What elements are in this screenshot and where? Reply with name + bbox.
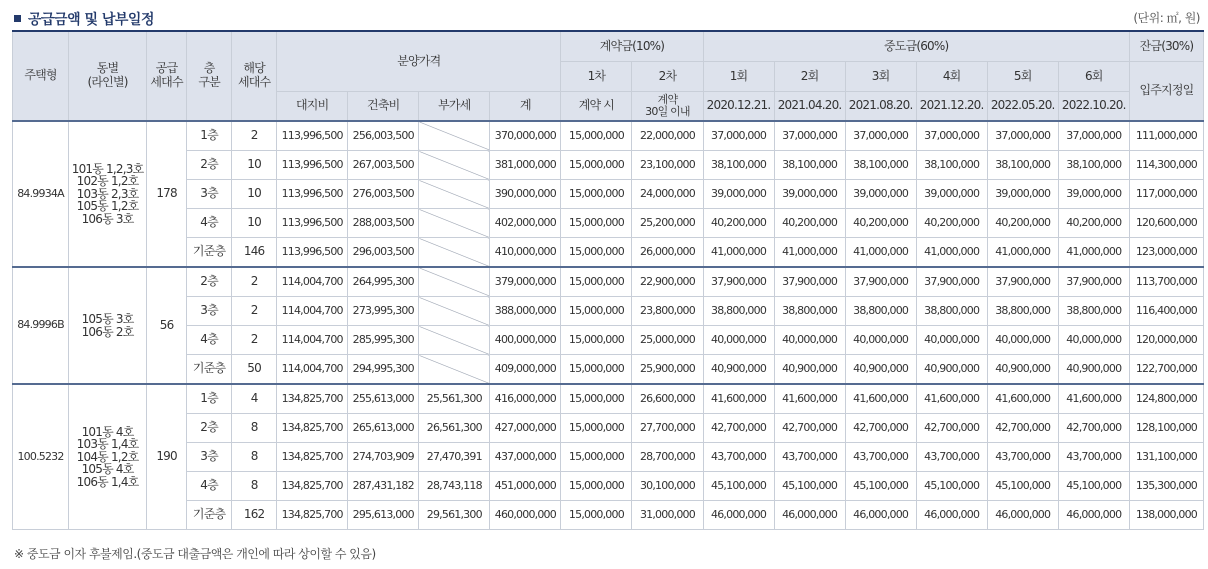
cell-balance: 135,300,000 [1129,472,1203,501]
header-price: 분양가격 [277,31,561,92]
header-supply: 공급 세대수 [147,31,187,121]
cell-type: 84.9934A [13,121,69,267]
table-row [13,472,1204,501]
cell-vat-empty [419,121,490,151]
cell-mid-5: 40,000,000 [987,326,1058,355]
cell-vat-empty [419,267,490,297]
cell-dep1: 15,000,000 [561,355,632,385]
cell-dep1: 15,000,000 [561,151,632,180]
cell-mid-4: 45,100,000 [916,472,987,501]
cell-mid-1: 45,100,000 [703,472,774,501]
cell-units: 8 [232,472,277,501]
header-dep2: 2차 [632,62,703,92]
cell-mid-2: 38,100,000 [774,151,845,180]
cell-mid-5: 41,000,000 [987,238,1058,268]
cell-land: 113,996,500 [277,209,348,238]
cell-mid-4: 41,000,000 [916,238,987,268]
cell-dep2: 25,900,000 [632,355,703,385]
cell-mid-6: 40,000,000 [1058,326,1129,355]
cell-mid-5: 40,200,000 [987,209,1058,238]
cell-mid-4: 40,900,000 [916,355,987,385]
header-mid: 중도금(60%) [703,31,1129,62]
cell-units: 2 [232,121,277,151]
cell-units: 162 [232,501,277,530]
cell-building: 265,613,000 [348,414,419,443]
cell-supply: 178 [147,121,187,267]
cell-dep2: 30,100,000 [632,472,703,501]
cell-dep2: 26,600,000 [632,384,703,414]
cell-floor: 4층 [187,326,232,355]
cell-dep1: 15,000,000 [561,121,632,151]
footnote: ※ 중도금 이자 후불제임.(중도금 대출금액은 개인에 따라 상이할 수 있음) [14,547,376,561]
section-title-text: 공급금액 및 납부일정 [28,12,154,28]
cell-units: 2 [232,267,277,297]
cell-balance: 113,700,000 [1129,267,1203,297]
table-row [13,355,1204,385]
cell-dep2: 27,700,000 [632,414,703,443]
cell-total: 409,000,000 [490,355,561,385]
cell-mid-4: 37,900,000 [916,267,987,297]
cell-mid-1: 40,200,000 [703,209,774,238]
cell-balance: 123,000,000 [1129,238,1203,268]
cell-mid-4: 46,000,000 [916,501,987,530]
cell-mid-6: 38,800,000 [1058,297,1129,326]
cell-mid-3: 38,800,000 [845,297,916,326]
header-mid-6: 6회 [1058,62,1129,92]
cell-mid-6: 43,700,000 [1058,443,1129,472]
cell-floor: 1층 [187,121,232,151]
table-row [13,267,1204,297]
cell-vat-empty [419,297,490,326]
cell-mid-3: 40,000,000 [845,326,916,355]
cell-floor: 2층 [187,414,232,443]
cell-dong: 101동 1,2,3호 102동 1,2호 103동 2,3호 105동 1,2호 106동 3호 [69,121,147,267]
cell-floor: 기준층 [187,355,232,385]
cell-balance: 120,600,000 [1129,209,1203,238]
cell-mid-3: 46,000,000 [845,501,916,530]
cell-floor: 3층 [187,180,232,209]
cell-mid-6: 39,000,000 [1058,180,1129,209]
cell-mid-3: 41,000,000 [845,238,916,268]
cell-building: 295,613,000 [348,501,419,530]
cell-mid-6: 46,000,000 [1058,501,1129,530]
cell-dep2: 23,100,000 [632,151,703,180]
cell-mid-5: 43,700,000 [987,443,1058,472]
cell-vat-empty [419,180,490,209]
table-row [13,209,1204,238]
cell-balance: 120,000,000 [1129,326,1203,355]
cell-building: 288,003,500 [348,209,419,238]
cell-mid-5: 38,100,000 [987,151,1058,180]
cell-supply: 56 [147,267,187,384]
cell-dep2: 25,200,000 [632,209,703,238]
cell-vat: 29,561,300 [419,501,490,530]
header-mid-date-6: 2022.10.20. [1058,92,1129,122]
cell-total: 400,000,000 [490,326,561,355]
cell-dep2: 31,000,000 [632,501,703,530]
cell-mid-4: 43,700,000 [916,443,987,472]
cell-mid-2: 40,000,000 [774,326,845,355]
cell-mid-3: 37,900,000 [845,267,916,297]
header-mid-date-1: 2020.12.21. [703,92,774,122]
cell-vat-empty [419,326,490,355]
header-mid-2: 2회 [774,62,845,92]
header-dep1: 1차 [561,62,632,92]
cell-mid-1: 40,000,000 [703,326,774,355]
cell-total: 460,000,000 [490,501,561,530]
table-body [13,121,1204,530]
header-mid-date-5: 2022.05.20. [987,92,1058,122]
table-row [13,180,1204,209]
cell-mid-1: 42,700,000 [703,414,774,443]
cell-units: 146 [232,238,277,268]
cell-dep2: 24,000,000 [632,180,703,209]
cell-units: 2 [232,297,277,326]
cell-building: 294,995,300 [348,355,419,385]
cell-dep1: 15,000,000 [561,443,632,472]
cell-total: 427,000,000 [490,414,561,443]
cell-mid-5: 38,800,000 [987,297,1058,326]
cell-vat: 26,561,300 [419,414,490,443]
cell-mid-5: 41,600,000 [987,384,1058,414]
cell-floor: 기준층 [187,501,232,530]
cell-supply: 190 [147,384,187,530]
table-row [13,151,1204,180]
cell-total: 416,000,000 [490,384,561,414]
square-bullet-icon [14,15,21,22]
cell-mid-1: 38,800,000 [703,297,774,326]
cell-mid-3: 38,100,000 [845,151,916,180]
cell-dong: 101동 4호 103동 1,4호 104동 1,2호 105동 4호 106동 1,4호 [69,384,147,530]
cell-land: 134,825,700 [277,384,348,414]
cell-balance: 128,100,000 [1129,414,1203,443]
cell-floor: 2층 [187,151,232,180]
cell-units: 8 [232,443,277,472]
cell-floor: 2층 [187,267,232,297]
cell-mid-6: 42,700,000 [1058,414,1129,443]
cell-total: 379,000,000 [490,267,561,297]
cell-mid-5: 39,000,000 [987,180,1058,209]
cell-dep1: 15,000,000 [561,472,632,501]
cell-vat-empty [419,238,490,268]
cell-units: 10 [232,151,277,180]
header-mid-5: 5회 [987,62,1058,92]
cell-dep1: 15,000,000 [561,238,632,268]
cell-mid-4: 40,200,000 [916,209,987,238]
cell-balance: 111,000,000 [1129,121,1203,151]
cell-mid-4: 38,100,000 [916,151,987,180]
cell-total: 451,000,000 [490,472,561,501]
cell-land: 134,825,700 [277,472,348,501]
cell-dep1: 15,000,000 [561,297,632,326]
cell-mid-3: 40,200,000 [845,209,916,238]
cell-mid-6: 37,000,000 [1058,121,1129,151]
header-deposit: 계약금(10%) [561,31,703,62]
cell-total: 437,000,000 [490,443,561,472]
cell-dep1: 15,000,000 [561,209,632,238]
cell-building: 276,003,500 [348,180,419,209]
cell-dep1: 15,000,000 [561,414,632,443]
cell-mid-2: 42,700,000 [774,414,845,443]
cell-dep1: 15,000,000 [561,326,632,355]
cell-dep1: 15,000,000 [561,384,632,414]
cell-dep1: 15,000,000 [561,501,632,530]
cell-mid-3: 40,900,000 [845,355,916,385]
cell-building: 256,003,500 [348,121,419,151]
cell-mid-6: 45,100,000 [1058,472,1129,501]
cell-mid-1: 38,100,000 [703,151,774,180]
cell-dong: 105동 3호 106동 2호 [69,267,147,384]
cell-dep2: 22,000,000 [632,121,703,151]
cell-floor: 4층 [187,209,232,238]
cell-mid-2: 39,000,000 [774,180,845,209]
cell-mid-2: 40,200,000 [774,209,845,238]
cell-mid-1: 40,900,000 [703,355,774,385]
cell-mid-2: 41,600,000 [774,384,845,414]
cell-units: 8 [232,414,277,443]
cell-mid-2: 41,000,000 [774,238,845,268]
cell-total: 390,000,000 [490,180,561,209]
cell-land: 113,996,500 [277,238,348,268]
header-dong: 동별 (라인별) [69,31,147,121]
header-building: 건축비 [348,92,419,122]
cell-floor: 1층 [187,384,232,414]
cell-mid-3: 42,700,000 [845,414,916,443]
cell-land: 114,004,700 [277,267,348,297]
cell-building: 287,431,182 [348,472,419,501]
table-row [13,238,1204,268]
header-balance-when: 입주지정일 [1129,62,1203,122]
cell-mid-5: 46,000,000 [987,501,1058,530]
cell-vat-empty [419,151,490,180]
header-floor: 층 구분 [187,31,232,121]
cell-building: 285,995,300 [348,326,419,355]
cell-dep2: 23,800,000 [632,297,703,326]
cell-mid-6: 40,900,000 [1058,355,1129,385]
header-dep2-when: 계약 30일 이내 [632,92,703,122]
cell-land: 134,825,700 [277,443,348,472]
cell-mid-4: 41,600,000 [916,384,987,414]
cell-mid-1: 39,000,000 [703,180,774,209]
cell-mid-3: 37,000,000 [845,121,916,151]
cell-balance: 122,700,000 [1129,355,1203,385]
cell-land: 134,825,700 [277,414,348,443]
cell-building: 274,703,909 [348,443,419,472]
cell-building: 267,003,500 [348,151,419,180]
cell-mid-2: 37,900,000 [774,267,845,297]
cell-dep2: 26,000,000 [632,238,703,268]
table-row [13,501,1204,530]
cell-vat: 28,743,118 [419,472,490,501]
cell-balance: 116,400,000 [1129,297,1203,326]
cell-mid-1: 41,600,000 [703,384,774,414]
cell-total: 388,000,000 [490,297,561,326]
cell-units: 4 [232,384,277,414]
header-mid-3: 3회 [845,62,916,92]
cell-land: 113,996,500 [277,151,348,180]
cell-mid-6: 41,000,000 [1058,238,1129,268]
cell-mid-2: 46,000,000 [774,501,845,530]
cell-building: 296,003,500 [348,238,419,268]
cell-mid-6: 38,100,000 [1058,151,1129,180]
cell-mid-1: 43,700,000 [703,443,774,472]
cell-mid-3: 43,700,000 [845,443,916,472]
cell-mid-3: 41,600,000 [845,384,916,414]
table-row [13,121,1204,151]
cell-balance: 114,300,000 [1129,151,1203,180]
cell-land: 113,996,500 [277,121,348,151]
cell-mid-5: 45,100,000 [987,472,1058,501]
cell-building: 273,995,300 [348,297,419,326]
cell-mid-5: 42,700,000 [987,414,1058,443]
cell-vat-empty [419,209,490,238]
cell-mid-2: 45,100,000 [774,472,845,501]
cell-mid-4: 40,000,000 [916,326,987,355]
cell-mid-6: 37,900,000 [1058,267,1129,297]
cell-mid-2: 40,900,000 [774,355,845,385]
header-total: 계 [490,92,561,122]
cell-floor: 4층 [187,472,232,501]
table-row [13,414,1204,443]
cell-mid-3: 39,000,000 [845,180,916,209]
section-title [14,9,154,29]
cell-mid-3: 45,100,000 [845,472,916,501]
header-mid-date-4: 2021.12.20. [916,92,987,122]
cell-mid-1: 37,900,000 [703,267,774,297]
cell-land: 113,996,500 [277,180,348,209]
unit-label: (단위: ㎡, 원) [1133,11,1200,25]
cell-building: 255,613,000 [348,384,419,414]
cell-floor: 기준층 [187,238,232,268]
header-mid-date-2: 2021.04.20. [774,92,845,122]
cell-land: 114,004,700 [277,297,348,326]
cell-mid-1: 46,000,000 [703,501,774,530]
table-row [13,326,1204,355]
cell-mid-6: 40,200,000 [1058,209,1129,238]
cell-mid-2: 43,700,000 [774,443,845,472]
header-vat: 부가세 [419,92,490,122]
table-row [13,297,1204,326]
cell-mid-5: 40,900,000 [987,355,1058,385]
cell-mid-4: 37,000,000 [916,121,987,151]
cell-mid-2: 38,800,000 [774,297,845,326]
cell-type: 84.9996B [13,267,69,384]
cell-floor: 3층 [187,297,232,326]
cell-mid-5: 37,000,000 [987,121,1058,151]
cell-balance: 117,000,000 [1129,180,1203,209]
cell-balance: 131,100,000 [1129,443,1203,472]
header-dep1-when: 계약 시 [561,92,632,122]
table-row [13,384,1204,414]
cell-dep2: 28,700,000 [632,443,703,472]
cell-mid-6: 41,600,000 [1058,384,1129,414]
cell-land: 114,004,700 [277,326,348,355]
table-row [13,443,1204,472]
cell-mid-2: 37,000,000 [774,121,845,151]
header-type: 주택형 [13,31,69,121]
cell-mid-5: 37,900,000 [987,267,1058,297]
cell-building: 264,995,300 [348,267,419,297]
cell-total: 410,000,000 [490,238,561,268]
header-mid-4: 4회 [916,62,987,92]
cell-land: 114,004,700 [277,355,348,385]
cell-mid-4: 38,800,000 [916,297,987,326]
cell-mid-4: 39,000,000 [916,180,987,209]
cell-dep2: 25,000,000 [632,326,703,355]
cell-units: 10 [232,209,277,238]
cell-mid-4: 42,700,000 [916,414,987,443]
cell-balance: 138,000,000 [1129,501,1203,530]
cell-floor: 3층 [187,443,232,472]
cell-total: 370,000,000 [490,121,561,151]
cell-vat: 27,470,391 [419,443,490,472]
cell-land: 134,825,700 [277,501,348,530]
cell-mid-1: 41,000,000 [703,238,774,268]
header-units: 해당 세대수 [232,31,277,121]
cell-type: 100.5232 [13,384,69,530]
cell-vat-empty [419,355,490,385]
price-schedule-table [12,30,1204,530]
cell-dep2: 22,900,000 [632,267,703,297]
cell-total: 402,000,000 [490,209,561,238]
cell-vat: 25,561,300 [419,384,490,414]
cell-dep1: 15,000,000 [561,180,632,209]
header-mid-date-3: 2021.08.20. [845,92,916,122]
cell-balance: 124,800,000 [1129,384,1203,414]
header-mid-1: 1회 [703,62,774,92]
cell-units: 2 [232,326,277,355]
cell-dep1: 15,000,000 [561,267,632,297]
header-land: 대지비 [277,92,348,122]
cell-units: 50 [232,355,277,385]
cell-mid-1: 37,000,000 [703,121,774,151]
cell-units: 10 [232,180,277,209]
cell-total: 381,000,000 [490,151,561,180]
header-balance: 잔금(30%) [1129,31,1203,62]
